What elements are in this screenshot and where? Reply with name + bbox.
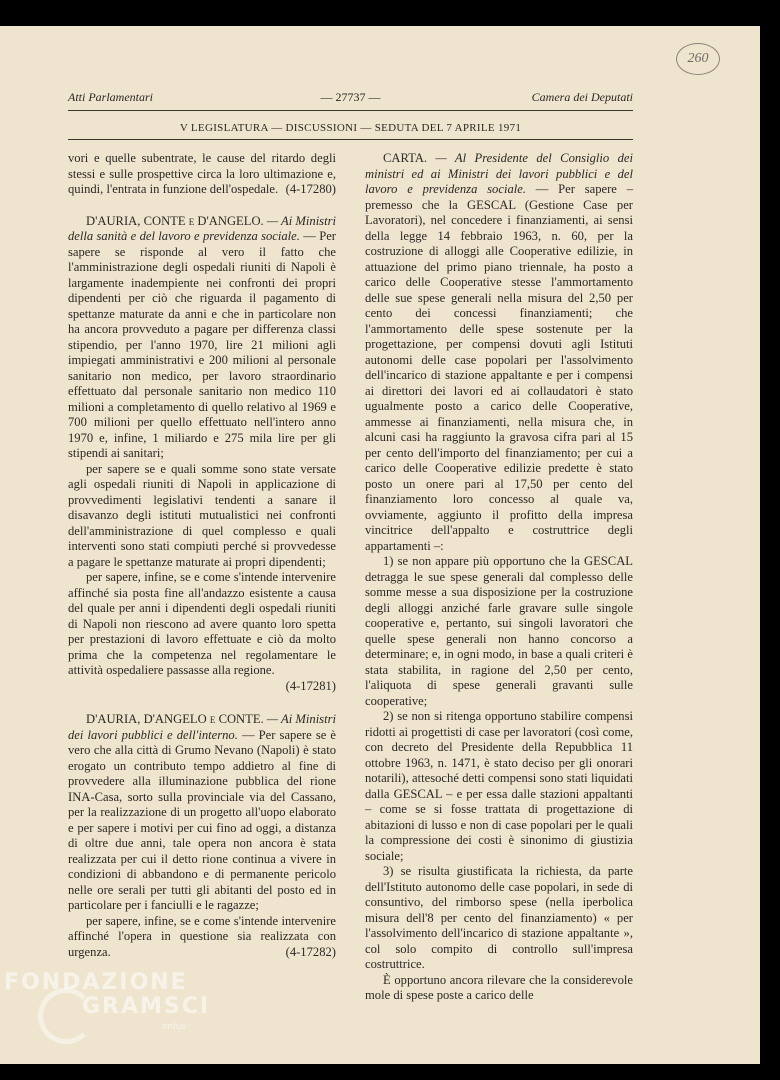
question-ref: (4-17282) [285,944,336,959]
question-paragraph: per sapere se e quali somme sono state versate agli ospedali riuniti di Napoli in applicazione di provvedimenti legislativi tendenti a sanare il disavanzo degli istituti mutualistici nei confronti dell'amministrazione di quel complesso e quali interventi sono stati compiuti perché si provvedesse a pagare le spettanze maturate ai propri dipendenti; [68,461,336,569]
question-addressee: — Ai Ministri della sanità e del lavoro e previdenza sociale. [68,213,336,243]
watermark-line-2: GRAMSCI [82,994,211,1019]
header-page-number: — 27737 — [320,90,381,104]
question-body: — Per sapere se è vero che alla città di Grumo Nevano (Napoli) è stato erogato un contributo tempo addietro al fine di provvedere alla illuminazione pubblica del rione INA-Casa, sorto sulla provinciale via del Cassano, per la realizzazione di un progetto all'uopo elaborato e per sapere i motivi per cui fino ad oggi, a distanza di oltre due anni, tale opera non ancora è stata realizzata per cui il detto rione continua a vivere in condizioni di abbandono e di permanente pericolo nelle ore serali per tutti gli abitanti del posto ed in particolare per i fanciulli e le ragazze; [68,727,337,912]
question-item-1: 1) se non appare più opportuno che la GESCAL detragga le sue spese generali dal complesso delle somme messe a sua disposizione per la costruzione degli alloggi anziché farle gravare sulle singole cooperative e, pertanto, sui singoli lavoratori che quelle spese generali non hanno concorso a determinare; e, in ogni modo, in base a quali criteri è stata stabilita, in ragione del 2,50 per cento, l'aliquota di spese generali gravanti sulle cooperative; [365,554,633,708]
document-page [0,26,760,1064]
question-author: D'AURIA, D'ANGELO e CONTE. [86,712,264,726]
question-item-2: 2) se non si ritenga opportuno stabilire compensi ridotti ai progettisti di case per lavoratori (così come, con decreto del Presidente della Repubblica 11 ottobre 1963, n. 1471, è stato deciso per gli onorari notarili), attesoché detti compensi sono stati liquidati dalla GESCAL – e per essa dalle stazioni appaltanti – come se si fosse trattata di progettazione di abitazioni di lusso e non di case popolari per le quali la compressione dei costi è sinonimo di giustizia sociale; [365,709,633,863]
right-column [365,151,633,1004]
question-body: — Per sapere se risponde al vero il fatto che l'amministrazione degli ospedali riuniti di Napoli è largamente inadempiente nei confronti dei propri dipendenti per ciò che riguarda il pagamento di spettanze maturate da anni e che in particolare non ha ancora provveduto a pagare per differenza classi stipendio, per l'anno 1970, lire 21 milioni agli impiegati amministrativi e 200 milioni al personale sanitario non medico, per lavoro straordinario effettuato dal personale sanitario non medico 110 milioni a completamento di quello relativo al 1969 e 700 milioni per quello effettuato nell'intero anno 1970 e, infine, 1 miliardo e 275 mila lire per gli stipendi ai sanitari; [68,229,337,460]
session-subtitle: V LEGISLATURA — DISCUSSIONI — SEDUTA DEL 7 APRILE 1971 [179,122,522,134]
question-author: CARTA. [383,151,428,165]
question-4-17280-end: vori e quelle subentrate, le cause del ritardo degli stessi e sulle prospettive circa la loro ultimazione e, quindi, l'entrata in funzione dell'ospedale. (4-17280) [68,151,336,196]
watermark-line-3: onlus [162,1022,187,1032]
header-rule-top [68,110,633,111]
closing-paragraph: È opportuno ancora rilevare che la considerevole mole di spese poste a carico delle [365,972,633,1002]
question-carta [365,151,633,554]
question-ref: (4-17281) [285,678,336,693]
question-4-17282 [68,712,336,914]
question-author: D'AURIA, CONTE e D'ANGELO. [86,213,264,228]
question-ref: (4-17280) [285,182,336,196]
header-rule-bottom [68,139,633,140]
running-header [68,90,633,108]
watermark-line-1: FONDAZIONE [4,970,188,995]
header-right: Camera dei Deputati [531,90,633,104]
question-paragraph: per sapere, infine, se e come s'intende intervenire affinché sia posta fine all'andazzo esistente a causa del quale per anni i dipendenti degli ospedali riuniti di Napoli non riescono ad avere quanto loro spetta per prestazioni di lavoro effettuate e ciò da molto prima che la competenza nel regolamentare le attività ospedaliere passasse alla regione. (4-17281) [68,570,336,693]
fondazione-gramsci-watermark [4,970,234,1060]
page-number-stamp: 260 [676,43,720,75]
question-paragraph: per sapere, infine, se e come s'intende intervenire affinché l'opera in questione sia realizzata con urgenza. (4-17282) [68,913,336,959]
question-item-3: 3) se risulta giustificata la richiesta, da parte dell'Istituto autonomo delle case popolari, in sede di consuntivo, del rimborso spese (nella iperbolica misura dell'8 per cento del finanziamento) « per l'assolvimento dell'incarico di stazione appaltante », col solo compito di controllo sull'impresa costruttrice. [365,864,633,971]
question-addressee: — Ai Ministri dei lavori pubblici e dell'interno. [68,712,336,742]
left-column [68,151,336,960]
header-left: Atti Parlamentari [68,90,153,104]
question-4-17281 [68,214,336,462]
question-addressee: — Al Presidente del Consiglio dei ministri ed ai Ministri dei lavori pubblici e del lavoro e previdenza sociale. [365,151,633,196]
question-body: — Per sapere – premesso che la GESCAL (Gestione Case per Lavoratori), nel concedere i finanziamenti, ai sensi della legge 14 febbraio 1963, n. 60, per la costruzione di alloggi alle Cooperative edilizie, in attuazione del primo piano triennale, ha posto a carico delle Cooperative stesse l'ammortamento delle sue spese generali nella misura del 2,50 per cento dei concessi finanziamenti; che l'ammortamento delle spese sostenute per la progettazione, per compensi dovuti agli Istituti autonomi delle case popolari per l'assolvimento dell'incarico di stazione appaltante e per i compensi ai direttori dei lavori ed ai collaudatori è stato ugualmente posto a carico delle Cooperative, ammesse ai finanziamenti, nella misura che, in alcuni casi ha raggiunto la gravosa cifra pari al 15 per cento dell'importo del finanziamento; per cui a carico delle Cooperative edilizie predette è stato posto un onere pari al 17,50 per cento del finanziamento loro concesso al quale va, ovviamente, aggiunto il profitto della impresa vincitrice dell'appalto e costruttrice degli appartamenti –: [365,182,633,553]
